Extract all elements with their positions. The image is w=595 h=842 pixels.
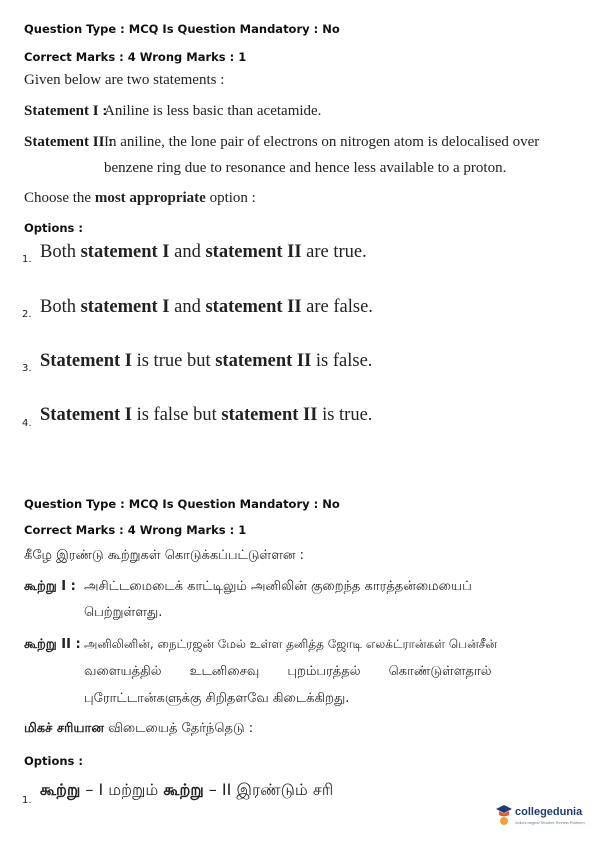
- option-4-number: 4.: [22, 418, 32, 429]
- logo-name: collegedunia: [515, 806, 583, 818]
- option-text-segment: is true but: [131, 351, 216, 371]
- tamil-option-1-text[interactable]: [40, 780, 333, 801]
- options-label: Options :: [24, 221, 83, 235]
- question-intro: Given below are two statements :: [24, 72, 225, 88]
- tamil-choose-instruction: மிகச் சரியான விடையைத் தேர்ந்தெடு :: [24, 721, 254, 736]
- option-2-number: 2.: [22, 309, 32, 320]
- option-2-text[interactable]: [40, 297, 373, 318]
- option-text-segment: is false.: [311, 351, 373, 371]
- question-meta-type: Question Type : MCQ Is Question Mandatory : No: [24, 22, 340, 36]
- statement-2-text-line1: In aniline, the lone pair of electrons on nitrogen atom is delocalised over: [104, 134, 540, 150]
- option-text-segment: and: [169, 297, 206, 317]
- option-text-segment: is true.: [317, 405, 373, 425]
- option-bold-segment: statement II: [221, 405, 318, 425]
- option-3-text[interactable]: [40, 351, 372, 372]
- statement-1-text: Aniline is less basic than acetamide.: [104, 103, 322, 119]
- question-meta-marks: Correct Marks : 4 Wrong Marks : 1: [24, 50, 247, 64]
- option-text-segment: Both: [40, 242, 81, 262]
- option-1-text[interactable]: [40, 242, 367, 263]
- option-bold-segment: statement I: [80, 297, 170, 317]
- option-text-segment: are true.: [301, 242, 367, 262]
- question-2-meta-marks: Correct Marks : 4 Wrong Marks : 1: [24, 523, 247, 537]
- tamil-option-1-number: 1.: [22, 795, 32, 806]
- option-text-segment: are false.: [301, 297, 373, 317]
- question-2-intro: கீழே இரண்டு கூற்றுகள் கொடுக்கப்பட்டுள்ளன :: [24, 548, 305, 563]
- option-bold-segment: statement II: [205, 297, 302, 317]
- tamil-statement-2-line1: அனிலினின், நைட்ரஜன் மேல் உள்ள தனித்த ஜோடி எலக்ட்ரான்கள் பென்சீன்: [84, 637, 498, 651]
- option-1-number: 1.: [22, 254, 32, 265]
- option-3-number: 3.: [22, 363, 32, 374]
- tamil-statement-2-label: கூற்று II :: [24, 637, 81, 652]
- option-bold-segment: Statement I: [40, 405, 132, 425]
- option-bold-segment: Statement I: [40, 351, 132, 371]
- option-text-segment: is false but: [131, 405, 222, 425]
- question-2-options-label: Options :: [24, 754, 83, 768]
- tamil-statement-1-line1: அசிட்டமைடைக் காட்டிலும் அனிலின் குறைந்த காரத்தன்மையைப்: [84, 579, 472, 594]
- option-text-segment: Both: [40, 297, 81, 317]
- option-text-segment: and: [169, 242, 206, 262]
- option-bold-segment: statement I: [80, 242, 170, 262]
- logo-tagline: India's largest Student Review Platform: [515, 820, 585, 825]
- option-text-segment: – I மற்றும்: [80, 780, 164, 799]
- graduation-cap-icon: [495, 804, 513, 826]
- statement-2-text-line2: benzene ring due to resonance and hence less available to a proton.: [104, 160, 507, 176]
- option-bold-segment: statement II: [205, 242, 302, 262]
- option-text-segment: – II இரண்டும் சரி: [203, 780, 334, 799]
- option-bold-segment: கூற்று: [40, 780, 81, 799]
- collegedunia-logo: [495, 802, 595, 832]
- tamil-statement-1-line2: பெற்றுள்ளது.: [84, 605, 163, 620]
- tamil-statement-1-label: கூற்று I :: [24, 579, 76, 594]
- option-bold-segment: கூற்று: [163, 780, 204, 799]
- statement-2-label: Statement II :: [24, 134, 114, 150]
- tamil-statement-2-line2: வளையத்தில் உடனிசைவு புறம்பரத்தல் கொண்டுள்ளதால்: [84, 664, 492, 679]
- question-2-meta-type: Question Type : MCQ Is Question Mandatory : No: [24, 497, 340, 511]
- tamil-statement-2-line3: புரோட்டான்களுக்கு சிறிதளவே கிடைக்கிறது.: [84, 691, 350, 706]
- statement-1-label: Statement I :: [24, 103, 108, 119]
- option-4-text[interactable]: [40, 405, 372, 426]
- option-bold-segment: statement II: [215, 351, 312, 371]
- choose-instruction: Choose the most appropriate option :: [24, 190, 256, 206]
